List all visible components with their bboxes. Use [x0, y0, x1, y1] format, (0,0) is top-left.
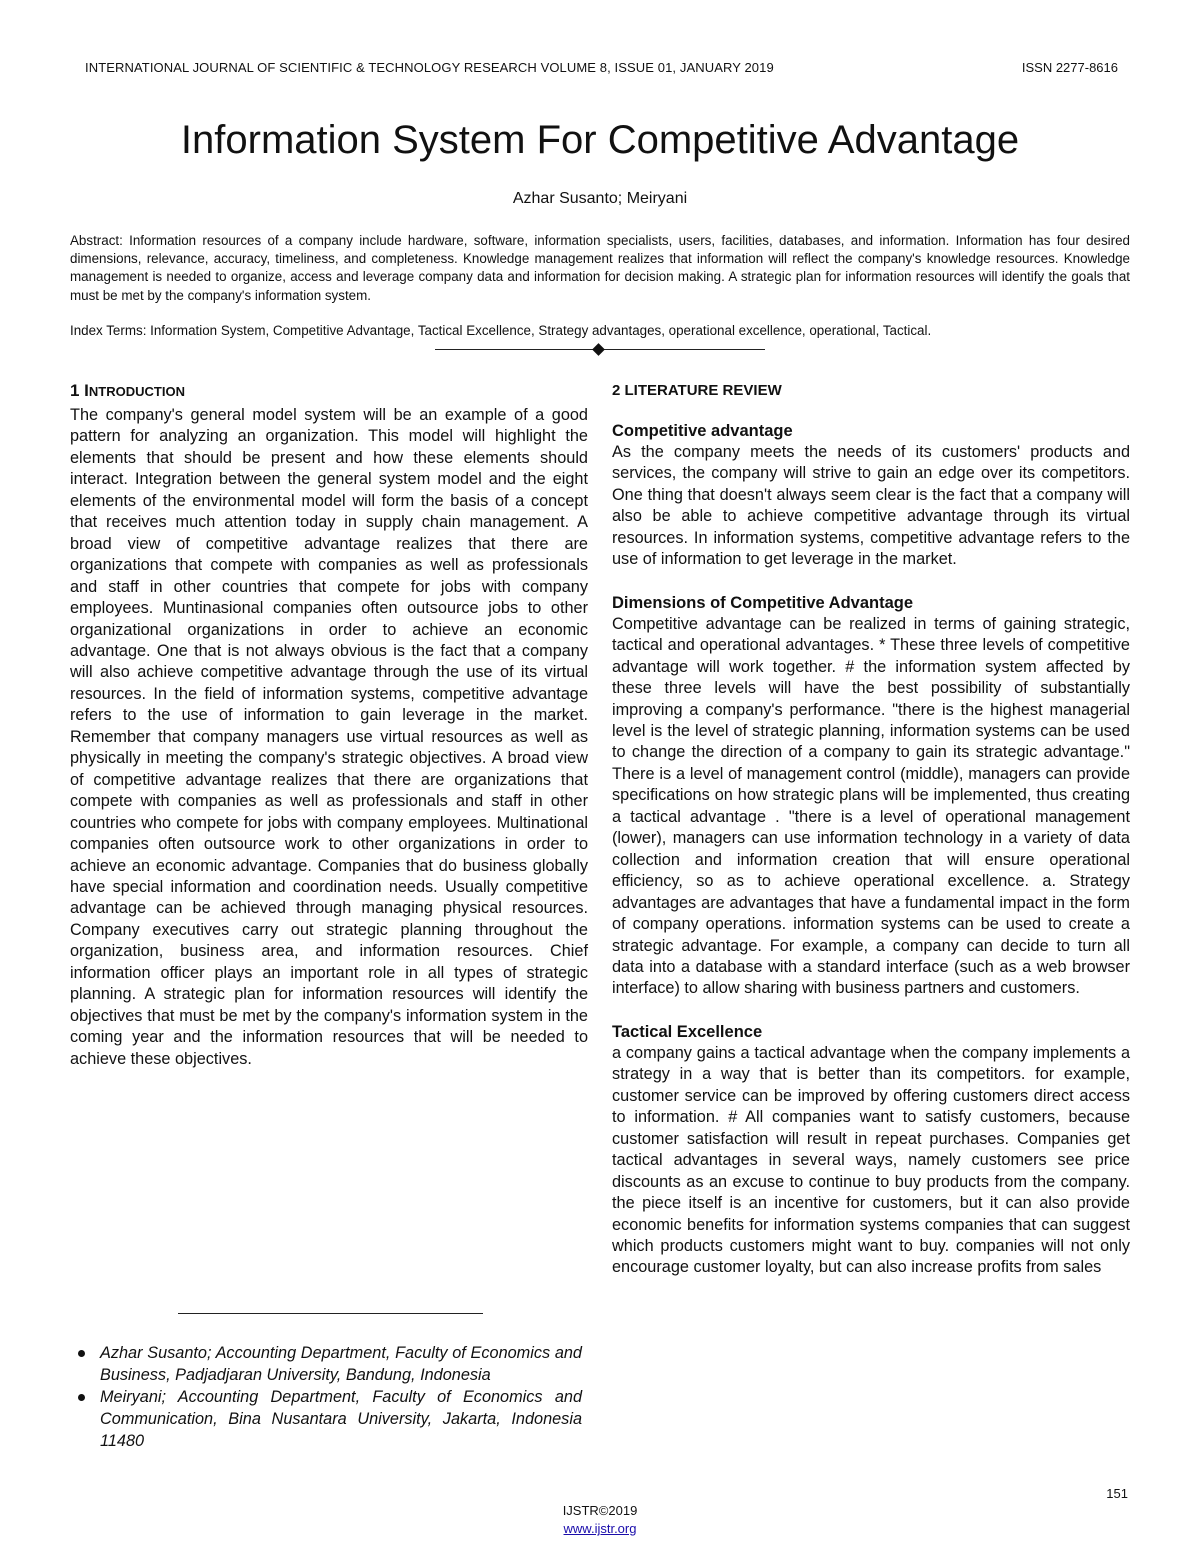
- right-column: [612, 380, 1130, 1279]
- section-1-paragraph: The company's general model system will be an example of a good pattern for analyzing an organization. This model will highlight the elements that should be present and how these elements should interact. Integration between the general system model and the eight elements of the environmental model will form the basis of a concept that receives much attention today in supply chain management. A broad view of competitive advantage realizes that there are organizations that compete with companies as well as professionals and staff in other countries that compete for jobs with company employees. Muntinasional companies often outsource jobs to other organizational organizations in order to achieve an economic advantage. One that is not always obvious is the fact that a company will also achieve competitive advantage through the use of its virtual resources. In the field of information systems, competitive advantage refers to the use of information to gain leverage in the market. Remember that company managers use virtual resources as well as physically in meeting the company's strategic objectives. A broad view of competitive advantage realizes that there are organizations that compete with companies as well as professionals and staff in other countries who compete for jobs with company employees. Multinational companies often outsource work to other organizations in order to achieve an economic advantage. Companies that do business globally have special information and coordination needs. Usually competitive advantage can be achieved through managing physical resources. Company executives carry out strategic planning throughout the organization, business area, and information resources. Chief information officer plays an important role in all types of strategic planning. A strategic plan for information resources will identify the objectives that must be met by the company's information system in the coming year and the information resources that will be needed to achieve these objectives.: [70, 406, 588, 1068]
- section-1-number: 1 I: [70, 381, 89, 400]
- paper-title: Information System For Competitive Advantage: [180, 118, 1020, 162]
- subsection-heading-tactical-excellence: Tactical Excellence: [612, 1022, 763, 1041]
- left-column: [70, 380, 588, 1070]
- site-link-container: [0, 1521, 1200, 1536]
- issn: ISSN 2277-8616: [1021, 60, 1118, 75]
- abstract-label: Abstract: [70, 233, 120, 248]
- subsection-text-tactical-excellence: a company gains a tactical advantage when the company implements a strategy in a way that is better than its competitors. for example, customer service can be improved by offering customers direct access to information. # All companies want to satisfy customers, because customer satisfaction will result in repeat purchases. Companies get tactical advantages in several ways, namely customers see price discounts as an excuse to continue to buy products from the company. the piece itself is an incentive for customers, but it can also provide economic benefits for information systems companies that can suggest which products customers might want to buy. companies will not only encourage customer loyalty, but can also increase profits from sales: [612, 1043, 1130, 1277]
- bullet-icon: [78, 1350, 85, 1357]
- divider-diamond-icon: [592, 343, 605, 356]
- footnote-text: Azhar Susanto; Accounting Department, Faculty of Economics and Business, Padjadjaran University, Bandung, Indonesia: [100, 1344, 582, 1384]
- footnote-text: Meiryani; Accounting Department, Faculty of Economics and Communication, Bina Nusantara University, Jakarta, Indonesia 11480: [100, 1388, 582, 1450]
- authors: Azhar Susanto; Meiryani: [512, 190, 688, 207]
- footnote-rule: [178, 1313, 483, 1314]
- subsection-text-competitive-advantage: As the company meets the needs of its customers' products and services, the company will strive to gain an edge over its competitors. One thing that doesn't always seem clear is the fact that a company will also be able to achieve competitive advantage through its virtual resources. In information systems, competitive advantage refers to the use of information to get leverage in the market.: [612, 443, 1130, 569]
- index-terms-label: Index Terms: [70, 323, 143, 338]
- index-terms-text: : Information System, Competitive Advantage, Tactical Excellence, Strategy advantages, operational excellence, operational, Tactical.: [142, 323, 932, 338]
- abstract: [70, 232, 1130, 305]
- section-1-heading: [70, 380, 588, 403]
- footnotes: [78, 1342, 582, 1452]
- footnote-item: [78, 1386, 582, 1452]
- subsection-text-dimensions: Competitive advantage can be realized in terms of gaining strategic, tactical and operational advantages. * These three levels of competitive advantage will work together. # the information system affected by these three levels will have the best possibility of substantially improving a company's performance. "there is the highest managerial level is the level of strategic planning, information systems can be used to change the direction of a company to gain its strategic advantage." There is a level of management control (middle), managers can provide specifications on how strategic plans will be implemented, thus creating a tactical advantage . "there is a level of operational management (lower), managers can use information technology in a variety of data collection and information creation that will ensure operational efficiency, so as to achieve operational excellence. a. Strategy advantages are advantages that have a fundamental impact in the form of company operations. information systems can be used to create a strategic advantage. For example, a company can decide to turn all data into a database with a standard interface (such as a web browser interface) to allow sharing with business partners and customers.: [612, 614, 1130, 998]
- bullet-icon: [78, 1394, 85, 1401]
- page-number: 151: [1106, 1486, 1128, 1501]
- section-2-heading: 2 LITERATURE REVIEW: [612, 382, 782, 399]
- abstract-text: : Information resources of a company include hardware, software, information specialists, users, facilities, databases, and information. Information has four desired dimensions, relevance, accuracy, timeliness, and completeness. Knowledge management realizes that information will reflect the company's knowledge resources. Knowledge management is needed to organize, access and leverage company data and information for decision making. A strategic plan for information resources will identify the goals that must be met by the company's information system.: [70, 233, 1130, 303]
- section-1-heading-rest: NTRODUCTION: [88, 384, 185, 399]
- footnote-item: [78, 1342, 582, 1386]
- journal-header: INTERNATIONAL JOURNAL OF SCIENTIFIC & TECHNOLOGY RESEARCH VOLUME 8, ISSUE 01, JANUARY 2019: [85, 60, 774, 75]
- subsection-heading-competitive-advantage: Competitive advantage: [612, 422, 793, 440]
- site-link[interactable]: www.ijstr.org: [563, 1521, 637, 1536]
- copyright: IJSTR©2019: [562, 1503, 638, 1518]
- index-terms: [70, 322, 1130, 340]
- subsection-heading-dimensions: Dimensions of Competitive Advantage: [612, 593, 914, 612]
